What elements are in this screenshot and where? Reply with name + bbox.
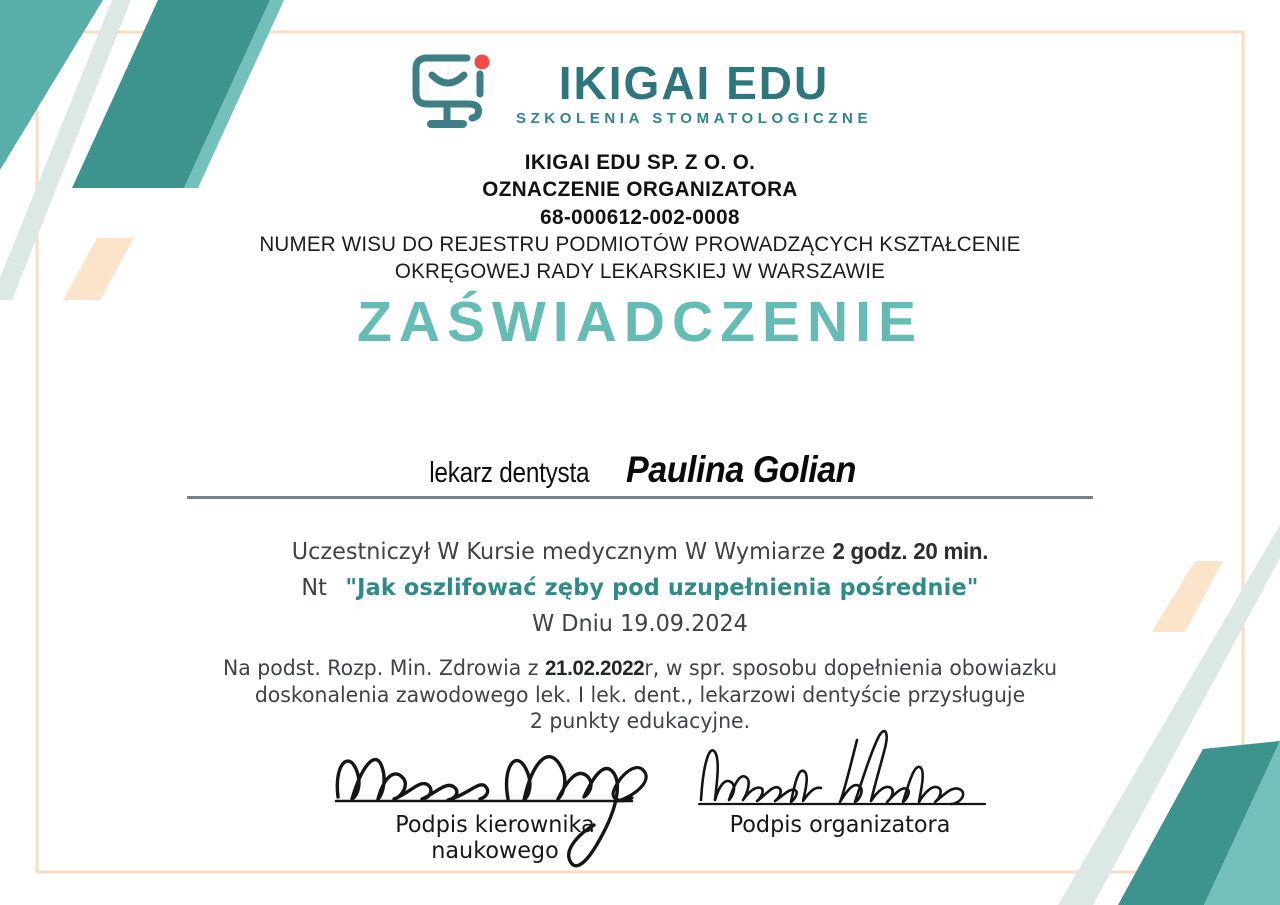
organizer-header bbox=[0, 149, 1280, 286]
registry-line-2: OKRĘGOWEJ RADY LEKARSKIEJ W WARSZAWIE bbox=[394, 260, 886, 284]
logo bbox=[0, 50, 1280, 136]
organizer-label: OZNACZENIE ORGANIZATORA bbox=[482, 177, 798, 202]
signature-label-scientific-director: Podpis kierownika naukowego bbox=[395, 812, 595, 864]
monitor-smile-icon bbox=[408, 50, 500, 136]
logo-title: IKIGAI EDU bbox=[558, 57, 830, 109]
logo-subtitle: SZKOLENIA STOMATOLOGICZNE bbox=[515, 110, 873, 127]
participation-line bbox=[32, 537, 1248, 565]
course-date: 19.09.2024 bbox=[620, 609, 748, 637]
recipient-name: Paulina Golian bbox=[625, 449, 856, 490]
legal-line1-post: r, w spr. sposobu dopełnienia obowiazku bbox=[644, 656, 1058, 681]
recipient-role: lekarz dentysta bbox=[429, 457, 590, 489]
recipient-line bbox=[0, 449, 1280, 491]
participation-text: Uczestniczył W Kursie medycznym W Wymiarze bbox=[291, 537, 826, 565]
certificate-title: ZAŚWIADCZENIE bbox=[357, 290, 923, 354]
signature-label-organizer: Podpis organizatora bbox=[729, 812, 951, 838]
logo-red-dot bbox=[474, 55, 489, 70]
organizer-number: 68-000612-002-0008 bbox=[540, 204, 740, 229]
date-prefix: W Dniu bbox=[532, 609, 613, 637]
legal-line1-pre: Na podst. Rozp. Min. Zdrowia z bbox=[222, 656, 545, 681]
legal-line-2: doskonalenia zawodowego lek. I lek. dent., lekarzowi dentyście przysługuje bbox=[254, 682, 1026, 708]
legal-paragraph bbox=[32, 655, 1248, 736]
course-duration: 2 godz. 20 min. bbox=[832, 538, 989, 564]
divider-line bbox=[187, 496, 1093, 499]
signature-organizer bbox=[695, 722, 995, 817]
registry-line-1: NUMER WISU DO REJESTRU PODMIOTÓW PROWADZĄCYCH KSZTAŁCENIE bbox=[259, 232, 1021, 256]
topic-line bbox=[32, 573, 1248, 601]
legal-line-1 bbox=[32, 655, 1248, 683]
company-name: IKIGAI EDU SP. Z O. O. bbox=[524, 150, 756, 174]
topic-prefix: Nt bbox=[301, 573, 327, 601]
course-date-line bbox=[32, 609, 1248, 637]
course-topic: "Jak oszlifować zęby pod uzupełnienia pośrednie" bbox=[345, 573, 979, 601]
legal-line-3: 2 punkty edukacyjne. bbox=[529, 709, 751, 734]
regulation-date: 21.02.2022 bbox=[544, 656, 645, 680]
